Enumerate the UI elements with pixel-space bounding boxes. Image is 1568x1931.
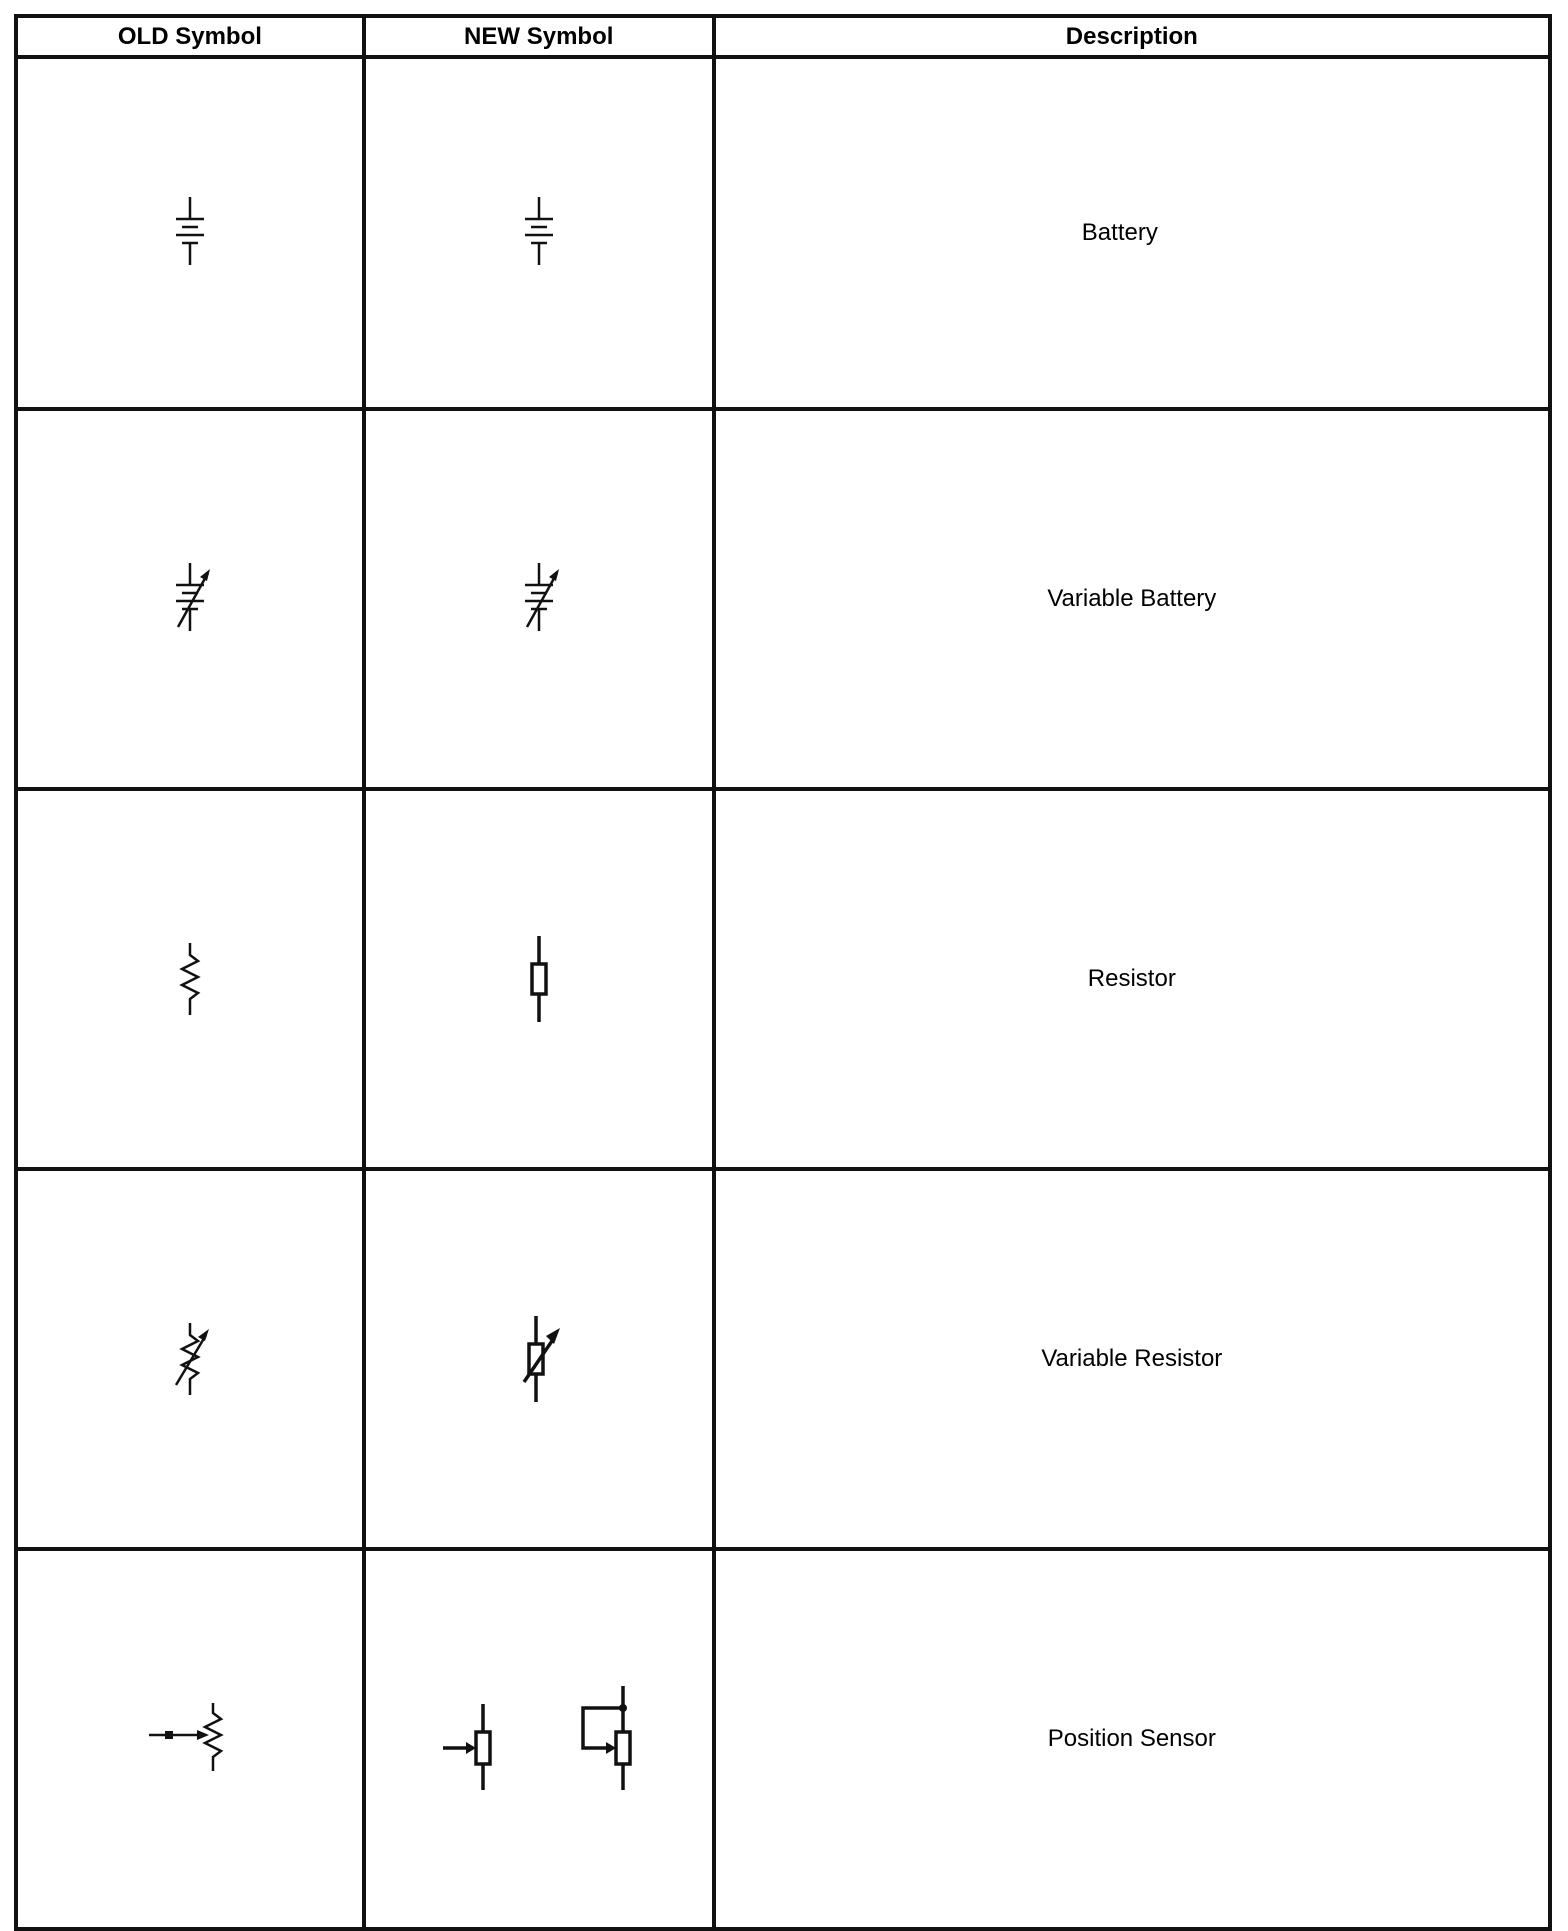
old-symbol-cell bbox=[16, 1169, 364, 1549]
new-symbol-cell bbox=[364, 1549, 714, 1929]
position-sensor-zigzag-icon bbox=[145, 1699, 235, 1779]
table-row bbox=[16, 57, 1550, 409]
description-cell bbox=[714, 1169, 1550, 1549]
table-row bbox=[16, 789, 1550, 1169]
battery-old-icon bbox=[160, 193, 220, 273]
variable-battery-old-icon bbox=[160, 559, 220, 639]
description-text: Resistor bbox=[1087, 965, 1176, 992]
table-header-row bbox=[16, 16, 1550, 57]
new-symbol-cell bbox=[364, 409, 714, 789]
description-cell bbox=[714, 409, 1550, 789]
header-old-symbol: OLD Symbol bbox=[16, 16, 364, 57]
table-row bbox=[16, 1549, 1550, 1929]
old-symbol-cell bbox=[16, 789, 364, 1169]
description-cell bbox=[714, 789, 1550, 1169]
header-description: Description bbox=[714, 16, 1550, 57]
resistor-zigzag-icon bbox=[160, 939, 220, 1019]
description-text: Battery bbox=[1081, 219, 1158, 246]
old-symbol-cell bbox=[16, 57, 364, 409]
resistor-rectangle-icon bbox=[509, 934, 569, 1024]
description-text: Position Sensor bbox=[1047, 1725, 1216, 1752]
battery-new-icon bbox=[509, 193, 569, 273]
variable-resistor-zigzag-icon bbox=[160, 1319, 220, 1399]
description-text: Variable Resistor bbox=[1041, 1345, 1223, 1372]
description-cell bbox=[714, 57, 1550, 409]
old-symbol-cell bbox=[16, 1549, 364, 1929]
symbol-comparison-table bbox=[14, 14, 1552, 1931]
old-symbol-cell bbox=[16, 409, 364, 789]
description-text: Variable Battery bbox=[1047, 585, 1217, 612]
variable-resistor-rectangle-icon bbox=[504, 1314, 574, 1404]
variable-battery-new-icon bbox=[509, 559, 569, 639]
description-cell bbox=[714, 1549, 1550, 1929]
new-symbol-cell bbox=[364, 57, 714, 409]
table-row bbox=[16, 1169, 1550, 1549]
header-new-symbol: NEW Symbol bbox=[364, 16, 714, 57]
new-symbol-cell bbox=[364, 1169, 714, 1549]
new-symbol-cell bbox=[364, 789, 714, 1169]
table-row bbox=[16, 409, 1550, 789]
position-sensor-rectangle-icon bbox=[439, 1684, 639, 1794]
